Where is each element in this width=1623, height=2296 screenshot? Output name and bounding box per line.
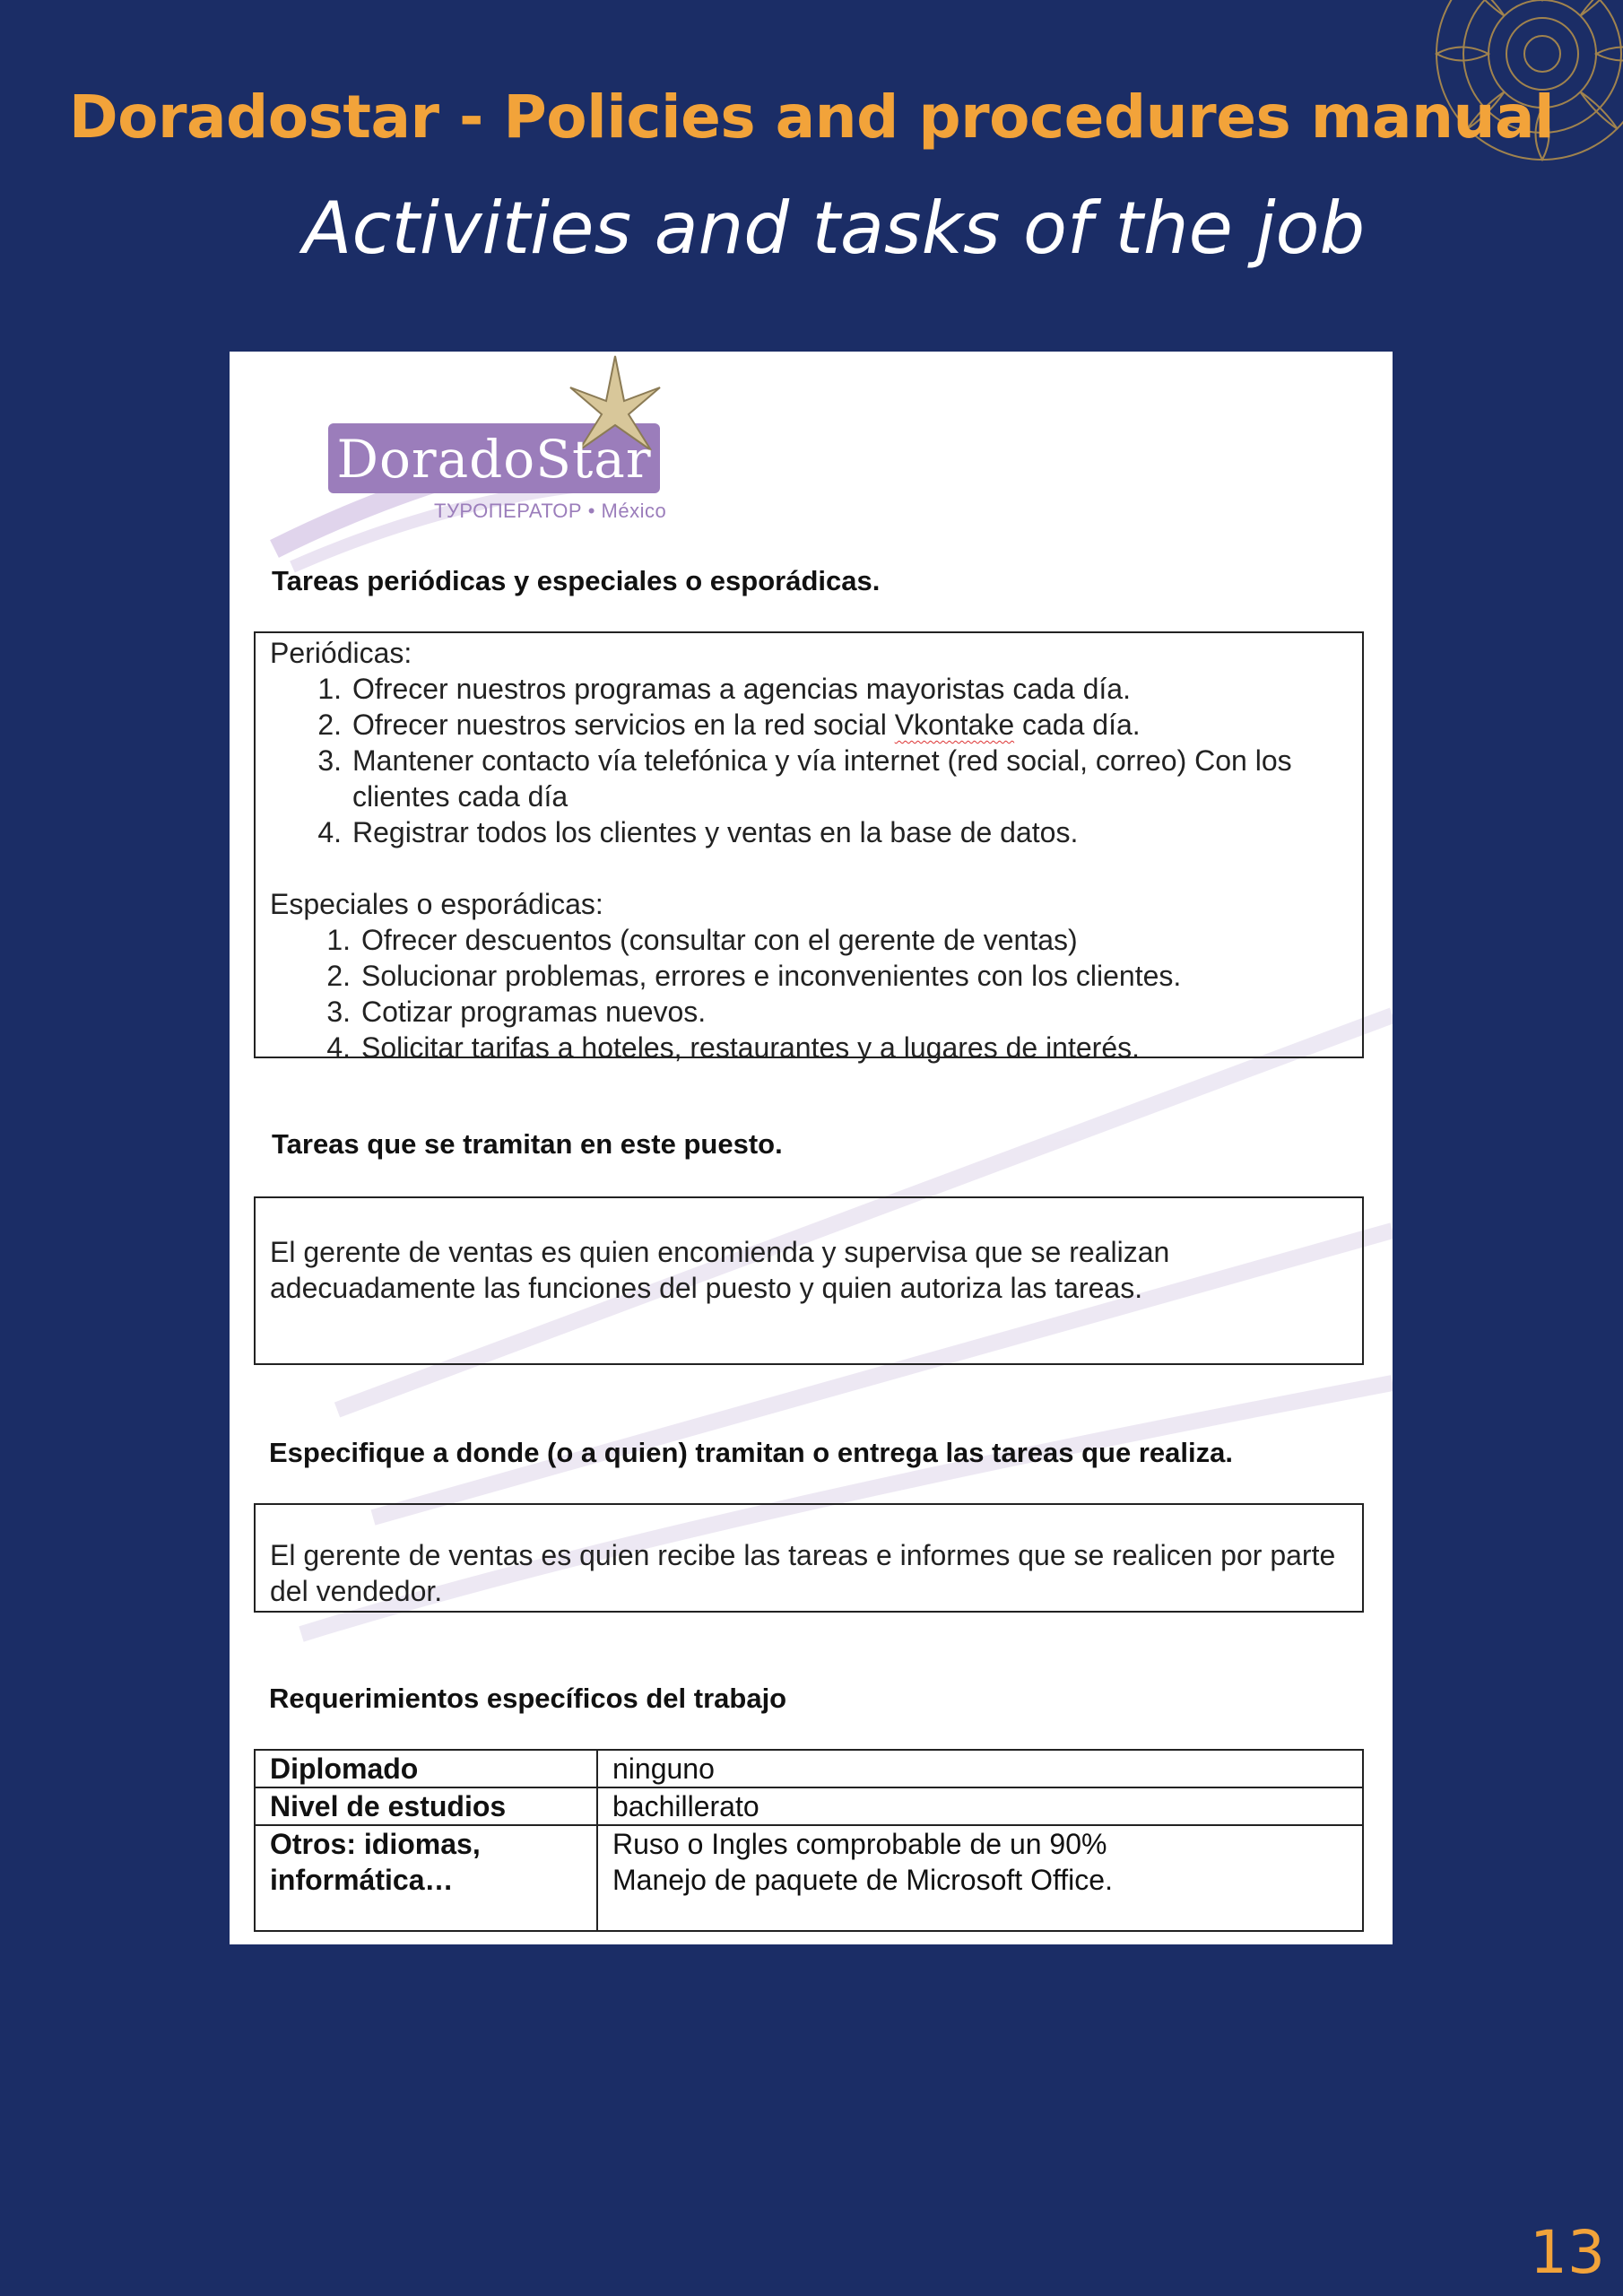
spellcheck-flagged-word: Vkontake [894,709,1015,741]
heading-periodic: Tareas periódicas y especiales o esporádicas. [272,565,881,596]
entrega-text: El gerente de ventas es quien recibe las tareas e informes que se realicen por parte del vendedor. [270,1539,1336,1607]
list-item: 2. Ofrecer nuestros servicios en la red social Vkontake cada día. [317,709,1141,741]
table-row [255,1825,1363,1931]
document-image [230,352,1393,1944]
list-item: 4. Registrar todos los clientes y ventas en la base de datos. [317,816,1079,848]
list-item: 1. Ofrecer descuentos (consultar con el gerente de ventas) [326,924,1078,956]
heading-requirements: Requerimientos específicos del trabajo [269,1683,787,1714]
table-cell-value: bachillerato [597,1787,1363,1825]
list-item: 3. Mantener contacto vía telefónica y vía internet (red social, correo) Con los clientes cada día [317,744,1292,813]
tramitan-text: El gerente de ventas es quien encomienda y supervisa que se realizan adecuadamente las funciones del puesto y quien autoriza las tareas. [270,1236,1170,1304]
table-row [255,1750,1363,1787]
page-number: 13 [1530,2218,1605,2287]
periodic-label: Periódicas: [270,637,412,669]
periodic-list [256,671,1362,850]
table-row [255,1787,1363,1825]
tramitan-box [254,1196,1364,1365]
page-title: Doradostar - Policies and procedures manual [68,83,1555,152]
list-item: 2. Solucionar problemas, errores e inconvenientes con los clientes. [326,960,1182,992]
heading-tramitan: Tareas que se tramitan en este puesto. [272,1128,783,1160]
value-line: Ruso o Ingles comprobable de un 90% [612,1828,1107,1860]
list-item: 3. Cotizar programas nuevos. [326,996,707,1028]
table-cell-value: ninguno [597,1750,1363,1787]
list-item: 1. Ofrecer nuestros programas a agencias mayoristas cada día. [317,673,1131,705]
special-list [256,922,1362,1065]
requirements-table [254,1749,1364,1932]
table-cell-key: Nivel de estudios [255,1787,597,1825]
table-cell-key: Diplomado [255,1750,597,1787]
periodic-box [254,631,1364,1064]
doradostar-logo [256,352,723,585]
entrega-box [254,1503,1364,1613]
list-item: 4. Solicitar tarifas a hoteles, restaurantes y a lugares de interés. [326,1031,1140,1064]
table-cell-key: Otros: idiomas, informática… [255,1825,597,1931]
logo-tagline: ТУРОПЕРАТОР • México [434,500,667,522]
table-cell-value [597,1825,1363,1931]
special-label: Especiales o esporádicas: [270,888,603,920]
page-subtitle: Activities and tasks of the job [302,187,1366,270]
heading-entrega: Especifique a donde (o a quien) tramitan o entrega las tareas que realiza. [269,1437,1233,1468]
logo-wordmark: DoradoStar [336,429,652,490]
value-line: Manejo de paquete de Microsoft Office. [612,1864,1113,1896]
